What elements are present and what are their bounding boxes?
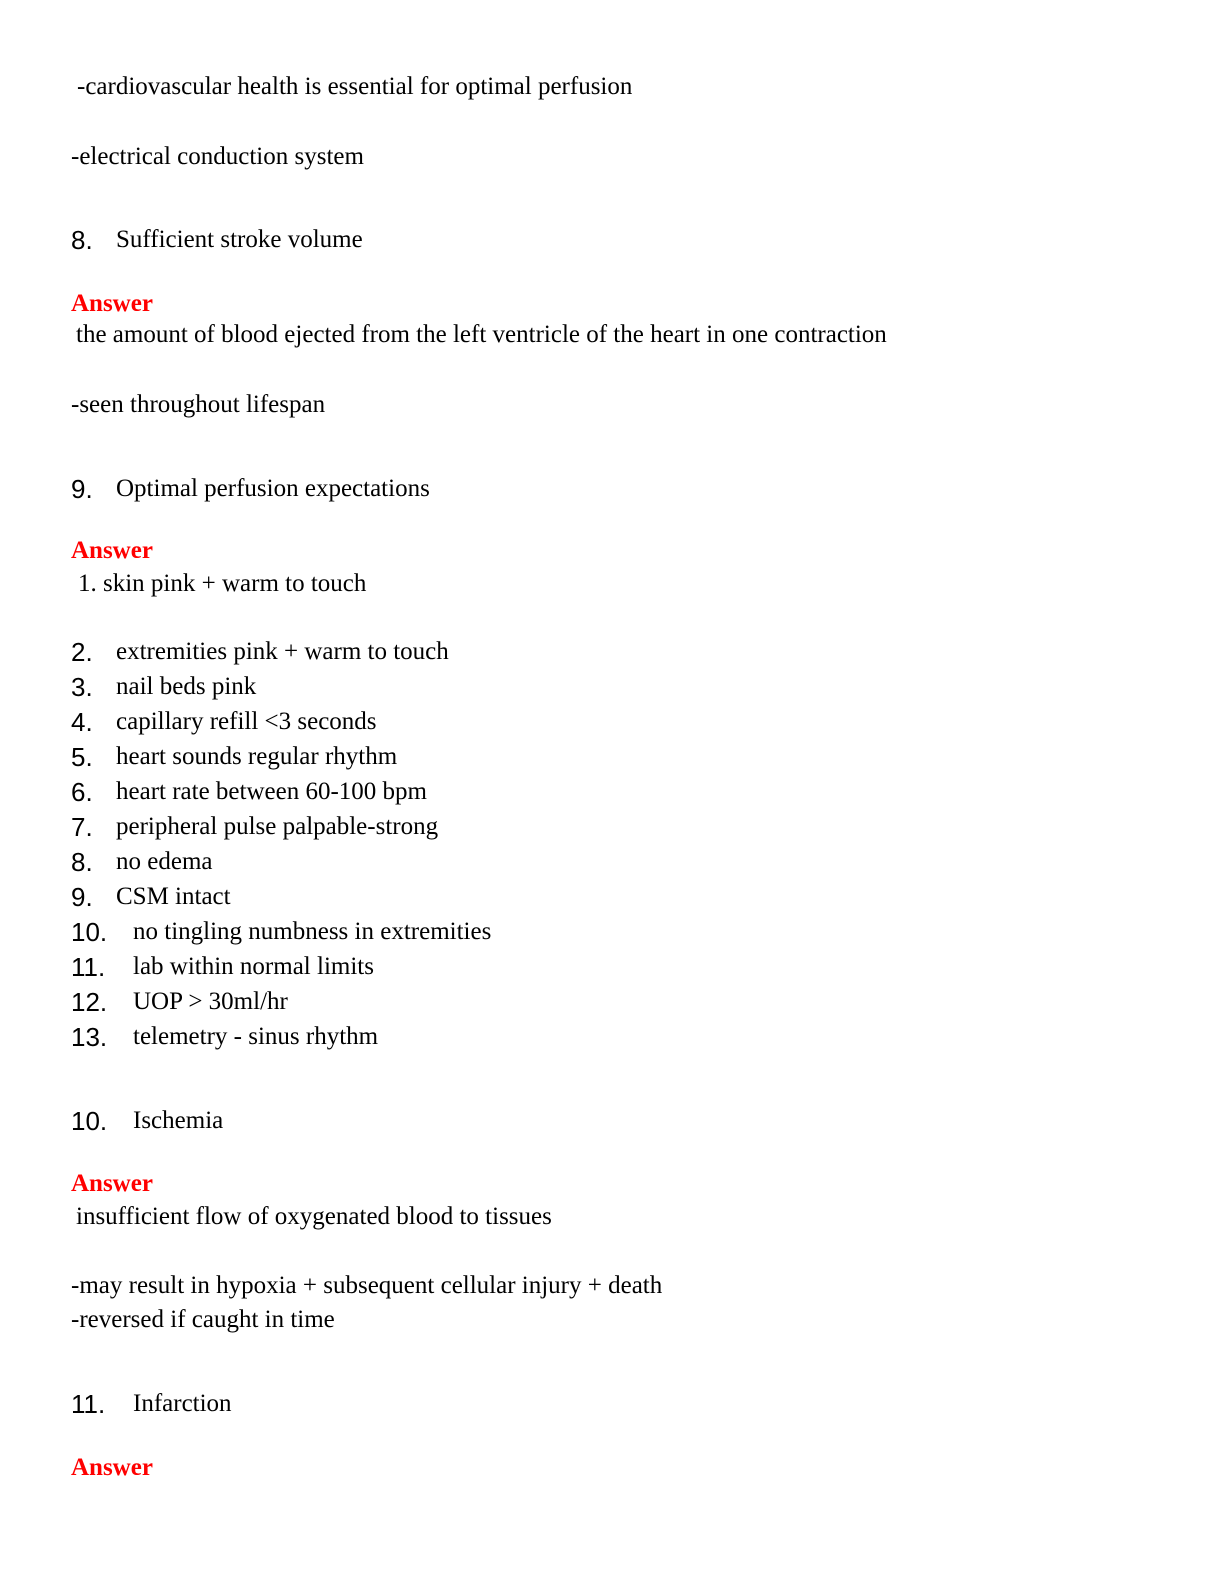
list-item: no tingling numbness in extremities (133, 918, 492, 945)
question-title: Infarction (133, 1390, 232, 1417)
list-item: heart rate between 60-100 bpm (116, 778, 427, 805)
text-line: -cardiovascular health is essential for optimal perfusion (77, 73, 633, 100)
question-number: 8. (71, 225, 93, 255)
answer-label: Answer (71, 1170, 153, 1197)
list-item-number: 11. (71, 952, 106, 982)
list-item-number: 3. (71, 672, 93, 702)
list-item: telemetry - sinus rhythm (133, 1023, 379, 1050)
question-title: Ischemia (133, 1107, 224, 1134)
list-item: CSM intact (116, 883, 231, 910)
list-item-number: 5. (71, 742, 93, 772)
list-item: no edema (116, 848, 213, 875)
question-number: 11. (71, 1389, 106, 1419)
answer-label: Answer (71, 537, 153, 564)
list-item-number: 13. (71, 1022, 108, 1052)
list-item: peripheral pulse palpable-strong (116, 813, 439, 840)
list-item: UOP > 30ml/hr (133, 988, 288, 1015)
list-item-number: 10. (71, 917, 108, 947)
list-item-number: 8. (71, 847, 93, 877)
question-number: 9. (71, 474, 93, 504)
answer-text: 1. skin pink + warm to touch (78, 570, 367, 597)
list-item-number: 12. (71, 987, 108, 1017)
answer-note: -may result in hypoxia + subsequent cellular injury + death (71, 1272, 663, 1299)
answer-text: the amount of blood ejected from the left ventricle of the heart in one contraction (76, 321, 887, 348)
question-number: 10. (71, 1106, 108, 1136)
list-item-number: 9. (71, 882, 93, 912)
question-title: Sufficient stroke volume (116, 226, 363, 253)
list-item: lab within normal limits (133, 953, 374, 980)
list-item-number: 4. (71, 707, 93, 737)
answer-label: Answer (71, 290, 153, 317)
answer-note: -seen throughout lifespan (71, 391, 326, 418)
answer-label: Answer (71, 1454, 153, 1481)
answer-text: insufficient flow of oxygenated blood to tissues (76, 1203, 552, 1230)
list-item: capillary refill <3 seconds (116, 708, 377, 735)
list-item-number: 2. (71, 637, 93, 667)
text-line: -electrical conduction system (71, 143, 364, 170)
list-item: extremities pink + warm to touch (116, 638, 449, 665)
answer-note: -reversed if caught in time (71, 1306, 335, 1333)
list-item: nail beds pink (116, 673, 257, 700)
question-title: Optimal perfusion expectations (116, 475, 430, 502)
list-item-number: 7. (71, 812, 93, 842)
list-item: heart sounds regular rhythm (116, 743, 398, 770)
list-item-number: 6. (71, 777, 93, 807)
